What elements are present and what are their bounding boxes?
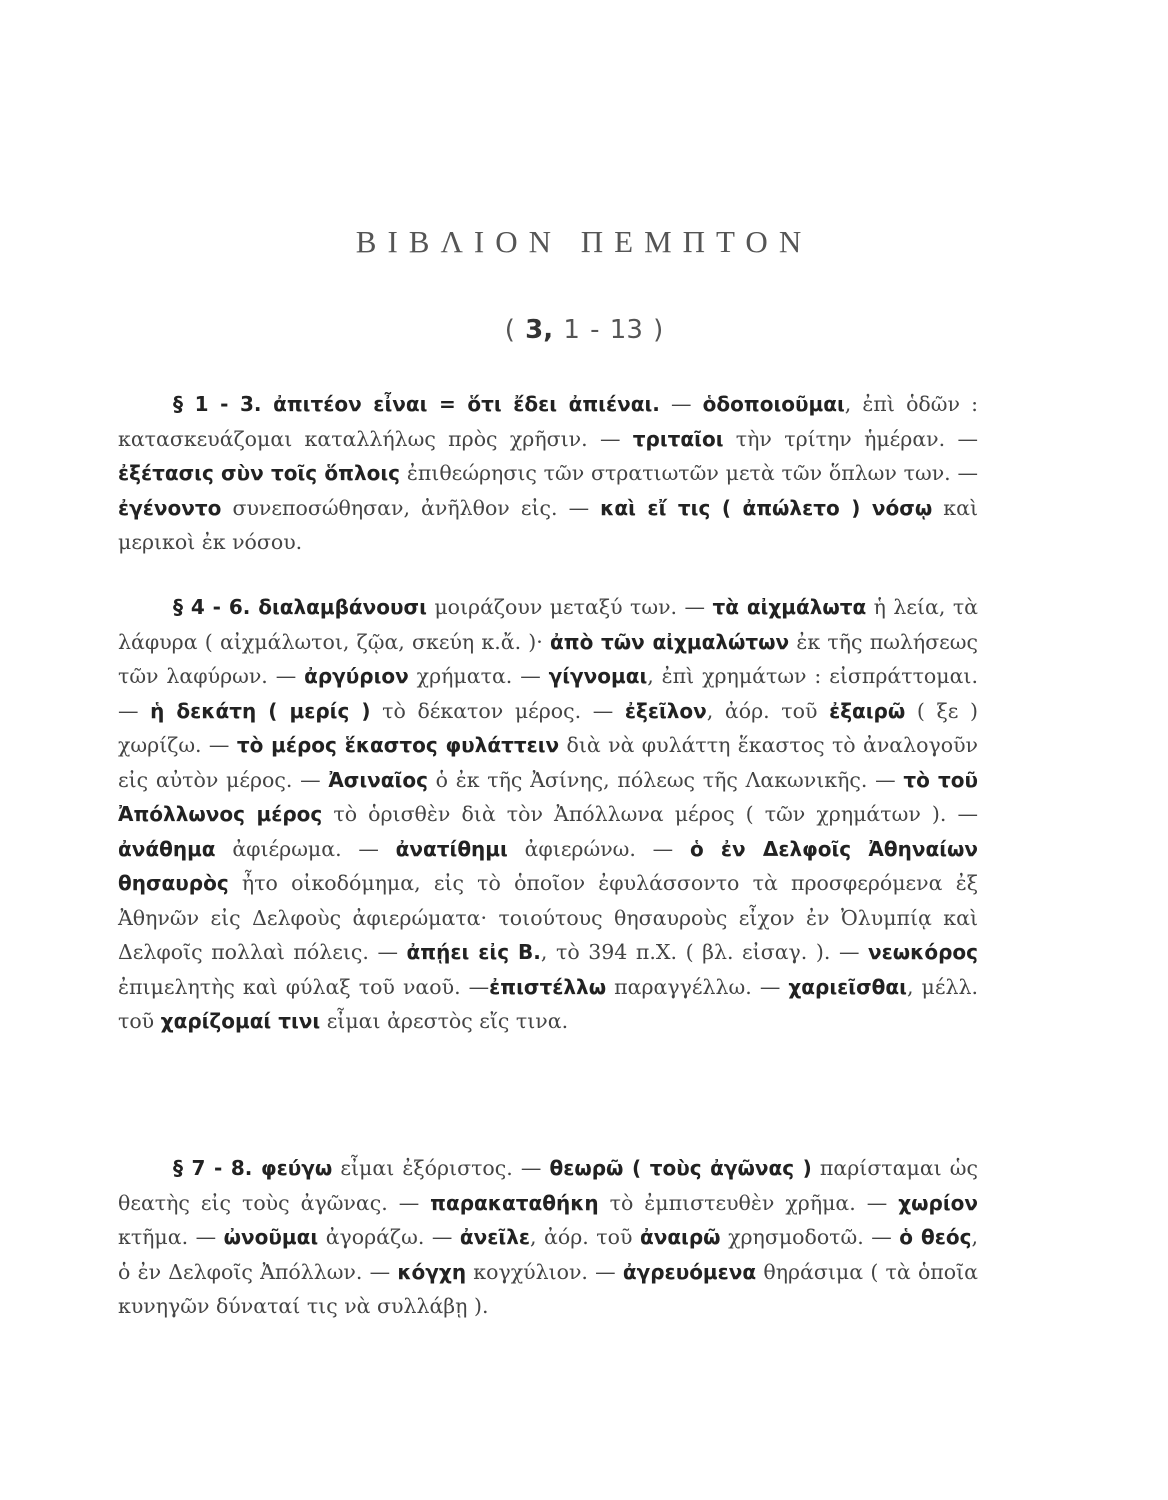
lemma-term: ἐξέτασις σὺν τοῖς ὅπλοις xyxy=(118,461,401,485)
ref-open-paren: ( xyxy=(504,315,515,345)
lemma-term: ἀργύριον xyxy=(304,664,409,688)
gloss-text: ἦτο οἰκοδόμημα, εἰς τὸ ὁποῖον ἐφυλάσσοντο τὰ προσφερόμενα ἐξ Ἀθηνῶν εἰς Δελφοὺς ἀφιερώματα· τοιούτους θησαυροὺς εἶχον ἐν Ὀλυμπίᾳ καὶ Δελφοῖς πολλαὶ πόλεις. — xyxy=(118,871,978,964)
lemma-term: ἀναιρῶ xyxy=(639,1225,721,1249)
lemma-term: ἀπὸ τῶν αἰχμαλώτων xyxy=(550,629,790,654)
gloss-text: , ἐπὶ ὁδῶν : κατασκευάζομαι καταλλήλως πρὸς χρῆσιν. — xyxy=(118,392,978,451)
gloss-text: ὁ ἐκ τῆς Ἀσίνης, πόλεως τῆς Λακωνικῆς. — xyxy=(427,767,904,792)
lemma-term: Ἀσιναῖος xyxy=(328,767,428,792)
gloss-text: τὴν τρίτην ἡμέραν. — xyxy=(723,426,978,451)
lemma-term: θεωρῶ ( τοὺς ἀγῶνας ) xyxy=(549,1156,812,1180)
lemma-term: παρακαταθήκη xyxy=(430,1190,599,1215)
gloss-text: , τὸ 394 π.Χ. ( βλ. εἰσαγ. ). — xyxy=(540,940,869,964)
gloss-text: καὶ μερικοὶ ἐκ νόσου. xyxy=(118,495,979,554)
gloss-text: διὰ νὰ φυλάττη ἕκαστος τὸ ἀναλογοῦν εἰς αὐτὸν μέρος. — xyxy=(118,733,978,792)
lemma-term: ἀπῄει εἰς Β. xyxy=(406,940,541,964)
lemma-term: χαριεῖσθαι xyxy=(788,974,907,999)
gloss-text: ἡ λεία, τὰ λάφυρα ( αἰχμάλωτοι, ζῷα, σκεύη κ.ἄ. )· xyxy=(118,595,979,654)
gloss-text: χρησμοδοτῶ. — xyxy=(720,1225,900,1249)
lemma-term: ἐξεῖλον xyxy=(624,698,707,723)
lemma-term: § 4 - 6. διαλαμβάνουσι xyxy=(173,595,427,619)
lemma-term: χαρίζομαί τινι xyxy=(160,1009,321,1033)
gloss-text: — xyxy=(659,392,703,416)
gloss-text: , ἀόρ. τοῦ xyxy=(706,698,830,723)
ref-range: 1 - 13 xyxy=(563,315,643,345)
lemma-term: γίγνομαι xyxy=(548,664,648,688)
gloss-text: εἶμαι ἀρεστὸς εἴς τινα. xyxy=(320,1009,569,1033)
lemma-term: ὁ θεός xyxy=(899,1225,972,1249)
lemma-term: τριταῖοι xyxy=(632,426,724,451)
lemma-term: ἀνατίθημι xyxy=(395,836,508,861)
gloss-text: μοιράζουν μεταξύ των. — xyxy=(426,595,713,619)
gloss-text: ἐπιθεώρησις τῶν στρατιωτῶν μετὰ τῶν ὅπλων των. — xyxy=(400,461,978,485)
paragraph-1 xyxy=(118,387,978,560)
gloss-text: , ἀόρ. τοῦ xyxy=(529,1225,640,1249)
lemma-term: νεωκόρος xyxy=(868,940,979,964)
lemma-term: τὰ αἰχμάλωτα xyxy=(712,595,867,619)
lemma-term: καὶ εἴ τις ( ἀπώλετο ) νόσῳ xyxy=(600,495,933,520)
gloss-text: , ἐπὶ χρημάτων : εἰσπράττομαι. — xyxy=(118,664,978,723)
gloss-text: ἀγοράζω. — xyxy=(318,1225,460,1249)
gloss-text: ( ξε ) χωρίζω. — xyxy=(118,698,978,757)
lemma-term: ἐγένοντο xyxy=(118,495,222,520)
lemma-term: ἀνάθημα xyxy=(118,836,216,861)
paragraph-2 xyxy=(118,590,978,1039)
lemma-term: ὠνοῦμαι xyxy=(223,1225,319,1249)
gloss-text: ἀφιέρωμα. — xyxy=(215,836,396,861)
gloss-text: τὸ ἐμπιστευθὲν χρῆμα. — xyxy=(598,1190,899,1215)
gloss-text: παραγγέλλω. — xyxy=(606,974,789,999)
lemma-term: ὁ ἐν Δελφοῖς Ἀθηναίων θησαυρὸς xyxy=(118,836,978,895)
ref-chapter: 3, xyxy=(525,315,554,345)
page-title: ΒΙΒΛΙΟΝ ΠΕΜΠΤΟΝ xyxy=(355,224,813,259)
gloss-text: εἶμαι ἐξόριστος. — xyxy=(332,1156,550,1180)
gloss-text: , ὁ ἐν Δελφοῖς Ἀπόλλων. — xyxy=(118,1225,978,1284)
lemma-term: ἡ δεκάτη ( μερίς ) xyxy=(150,698,371,723)
lemma-term: ὁδοποιοῦμαι xyxy=(702,392,845,416)
ref-close-paren: ) xyxy=(653,315,664,345)
gloss-text: θηράσιμα ( τὰ ὁποῖα κυνηγῶν δύναταί τις νὰ συλλάβῃ ). xyxy=(118,1259,978,1318)
gloss-text: τὸ δέκατον μέρος. — xyxy=(370,698,625,723)
lemma-term: § 7 - 8. φεύγω xyxy=(173,1156,333,1180)
lemma-term: χωρίον xyxy=(898,1190,978,1215)
lemma-term: τὸ μέρος ἕκαστος φυλάττειν xyxy=(236,733,560,757)
gloss-text: χρήματα. — xyxy=(408,664,549,688)
lemma-term: ἐπιστέλλω xyxy=(489,974,607,999)
gloss-text: συνεποσώθησαν, ἀνῆλθον εἰς. — xyxy=(221,495,601,520)
lemma-term: ἀγρευόμενα xyxy=(622,1259,757,1284)
paragraph-3 xyxy=(118,1151,978,1324)
lemma-term: § 1 - 3. ἀπιτέον εἶναι = ὅτι ἔδει ἀπιέναι. xyxy=(173,392,660,416)
lemma-term: ἀνεῖλε xyxy=(459,1225,530,1249)
gloss-text: ἐπιμελητὴς καὶ φύλαξ τοῦ ναοῦ. — xyxy=(118,974,490,999)
lemma-term: ἐξαιρῶ xyxy=(829,698,906,723)
gloss-text: ἐκ τῆς πωλήσεως τῶν λαφύρων. — xyxy=(118,629,979,688)
chapter-reference xyxy=(0,315,1168,345)
gloss-text: παρίσταμαι ὡς θεατὴς εἰς τοὺς ἀγῶνας. — xyxy=(118,1156,979,1215)
gloss-text: , μέλλ. τοῦ xyxy=(118,974,978,1033)
lemma-term: κόγχη xyxy=(397,1259,467,1284)
gloss-text: κτῆμα. — xyxy=(118,1225,224,1249)
gloss-text: ἀφιερώνω. — xyxy=(507,836,690,861)
gloss-text: κογχύλιον. — xyxy=(466,1259,623,1284)
gloss-text: τὸ ὁρισθὲν διὰ τὸν Ἀπόλλωνα μέρος ( τῶν χρημάτων ). — xyxy=(322,802,978,826)
lemma-term: τὸ τοῦ Ἀπόλλωνος μέρος xyxy=(118,767,978,826)
